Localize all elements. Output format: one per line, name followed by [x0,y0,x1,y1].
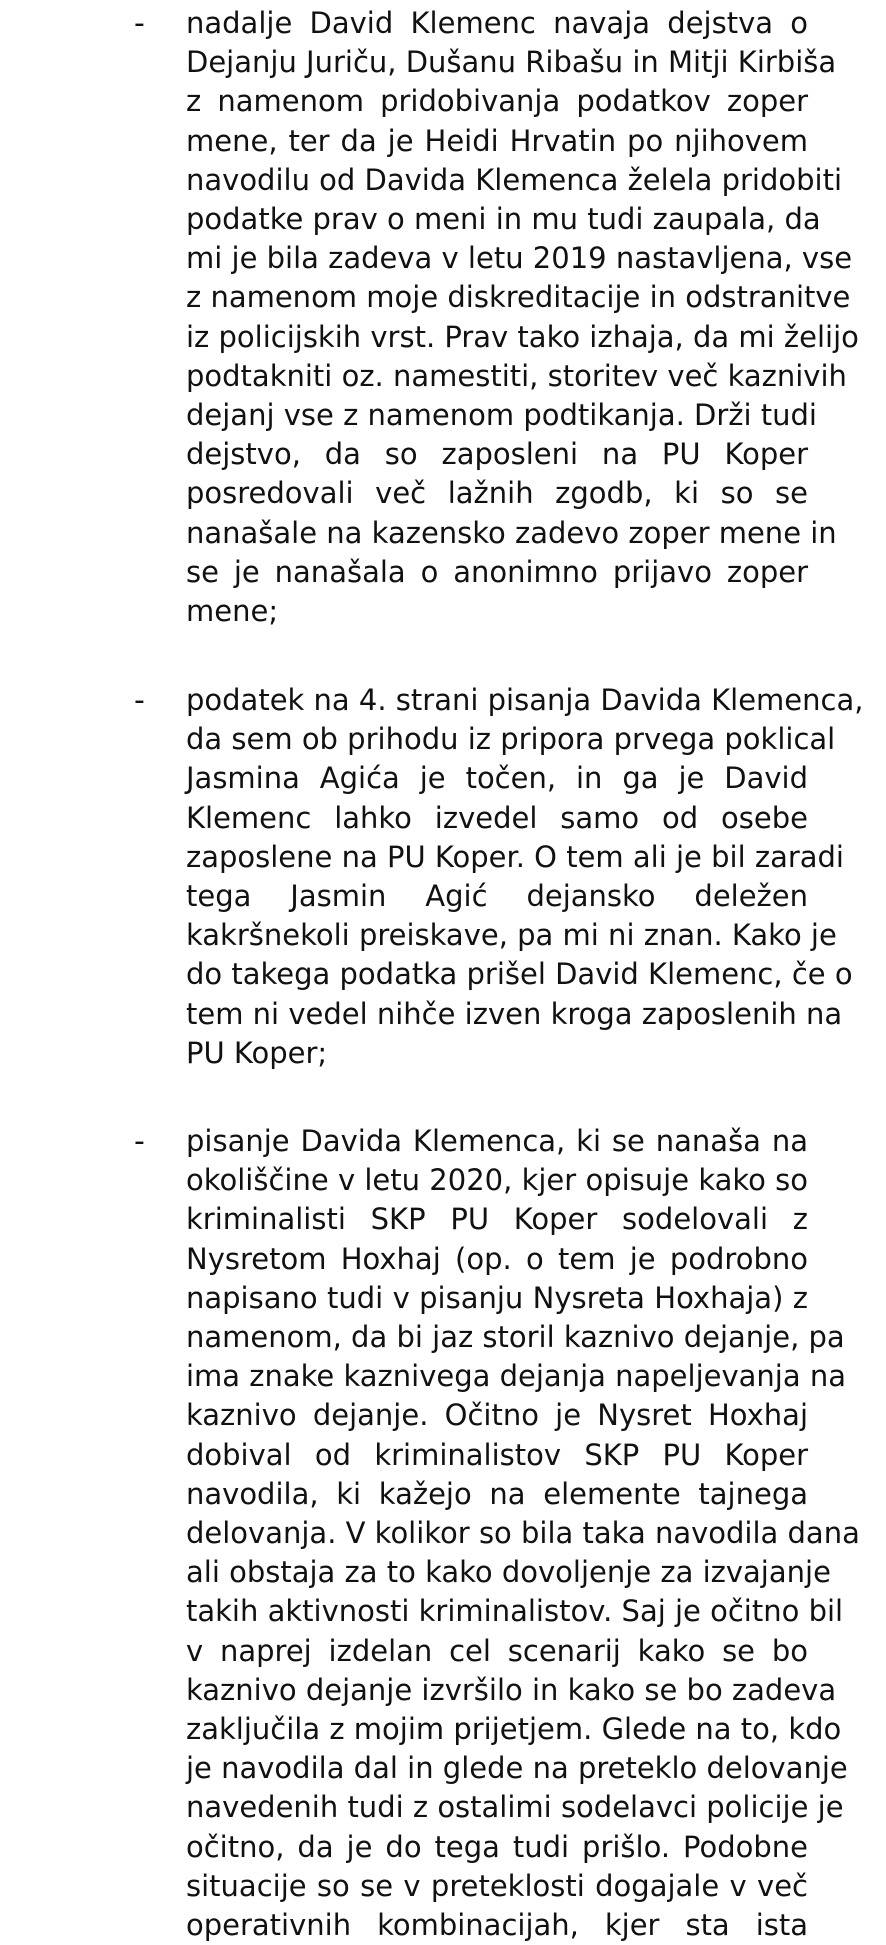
text-line: posredovali več lažnih zgodb, ki so se [186,476,808,511]
text-line: nadalje David Klemenc navaja dejstva o [186,6,808,40]
text-line: podatke prav o meni in mu tudi zaupala, da [186,202,821,237]
text-line: navodila, ki kažejo na elemente tajnega [186,1476,808,1511]
list-bullet: - [134,1124,145,1159]
text-line: okoliščine v letu 2020, kjer opisuje kako so [186,1163,808,1198]
text-line: tem ni vedel nihče izven kroga zaposlenih na [186,996,843,1031]
text-line: dobival od kriminalistov SKP PU Koper [186,1437,808,1472]
text-line: Klemenc lahko izvedel samo od osebe [186,800,808,835]
text-line: očitno, da je do tega tudi prišlo. Podobne [186,1829,808,1864]
text-line: podtakniti oz. namestiti, storitev več kaznivih [186,358,847,393]
text-line: ali obstaja za to kako dovoljenje za izvajanje [186,1555,831,1590]
text-line: navodilu od Davida Klemenca želela pridobiti [186,162,843,197]
text-line: podatek na 4. strani pisanja Davida Klemenca, [186,683,864,717]
list-bullet: - [134,683,145,718]
text-line: delovanja. V kolikor so bila taka navodila dana [186,1516,860,1551]
text-line: zaključila z mojim prijetjem. Glede na to, kdo [186,1712,842,1747]
text-line: takih aktivnosti kriminalistov. Saj je očitno bil [186,1594,844,1629]
text-line: z namenom pridobivanja podatkov zoper [186,84,808,119]
text-line: nanašale na kazensko zadevo zoper mene in [186,515,837,550]
text-line: kaznivo dejanje izvršilo in kako se bo zadeva [186,1672,837,1707]
text-line: tega Jasmin Agić dejansko deležen [186,879,808,914]
text-line: z namenom moje diskreditacije in odstranitve [186,280,851,315]
text-line: kaznivo dejanje. Očitno je Nysret Hoxhaj [186,1398,808,1433]
text-line: v naprej izdelan cel scenarij kako se bo [186,1633,808,1668]
text-line: pisanje Davida Klemenca, ki se nanaša na [186,1124,808,1158]
text-line: se je nanašala o anonimno prijavo zoper [186,554,808,589]
text-line: napisano tudi v pisanju Nysreta Hoxhaja) z [186,1280,808,1315]
text-line: PU Koper; [186,1035,328,1070]
text-line: Dejanju Juriču, Dušanu Ribašu in Mitji Kirbiša [186,45,837,80]
text-line: kriminalisti SKP PU Koper sodelovali z [186,1202,808,1237]
text-line: mene, ter da je Heidi Hrvatin po njihovem [186,123,808,158]
text-line: Jasmina Agića je točen, in ga je David [186,761,808,796]
text-line: namenom, da bi jaz storil kaznivo dejanje, pa [186,1320,845,1355]
list-bullet: - [134,6,145,41]
text-line: situacije so se v preteklosti dogajale v več [186,1868,808,1903]
text-line: je navodila dal in glede na preteklo delovanje [186,1751,848,1786]
text-line: mene; [186,594,279,629]
text-line: dejanj vse z namenom podtikanja. Drži tudi [186,398,817,433]
text-line: da sem ob prihodu iz pripora prvega poklical [186,722,836,757]
text-line: do takega podatka prišel David Klemenc, če o [186,957,853,992]
text-line: kakršnekoli preiskave, pa mi ni znan. Kako je [186,918,837,953]
text-line: ima znake kaznivega dejanja napeljevanja na [186,1359,846,1394]
text-line: navedenih tudi z ostalimi sodelavci policije je [186,1790,844,1825]
text-line: mi je bila zadeva v letu 2019 nastavljena, vse [186,241,853,276]
text-line: operativnih kombinacijah, kjer sta ista [186,1908,808,1943]
text-line: iz policijskih vrst. Prav tako izhaja, da mi želijo [186,319,859,354]
list-item-text [186,4,859,631]
list-item-text [186,681,864,1073]
text-line: dejstvo, da so zaposleni na PU Koper [186,437,808,472]
text-line: Nysretom Hoxhaj (op. o tem je podrobno [186,1241,808,1276]
list-item-text [186,1122,860,1945]
text-line: zaposlene na PU Koper. O tem ali je bil zaradi [186,839,844,874]
